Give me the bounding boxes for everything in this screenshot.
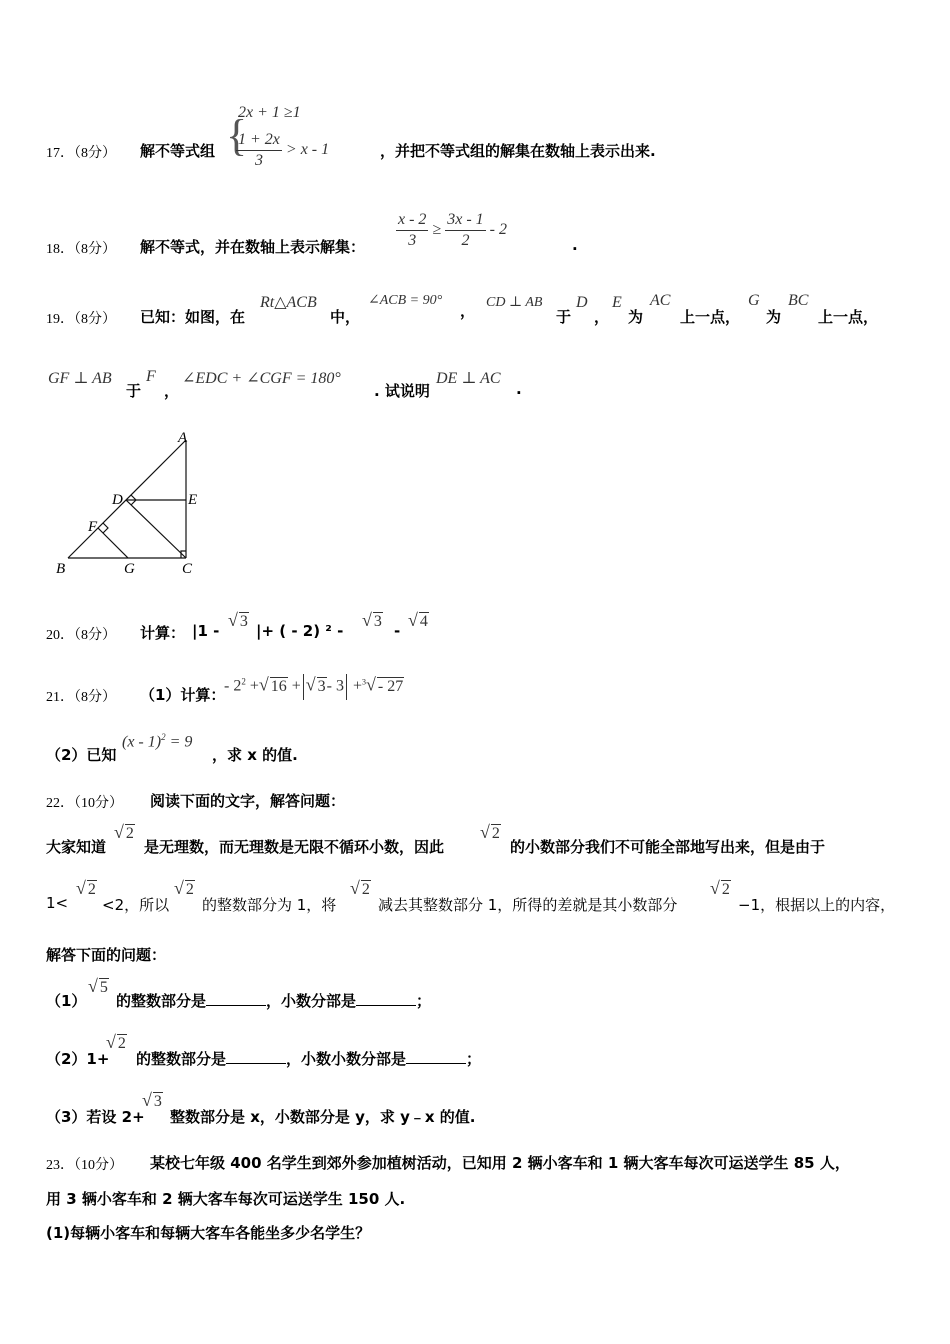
q17-number: 17．（8分）	[46, 146, 116, 161]
q18-relation: ≥	[432, 221, 442, 239]
q22-s2b: 的整数部分是	[136, 1050, 227, 1068]
q19-m11: ∠EDC + ∠CGF = 180°	[182, 370, 341, 387]
fig-label-c: C	[182, 561, 193, 577]
q22-r-e: 2	[361, 881, 370, 898]
q19-t3: 于	[556, 308, 572, 326]
question-21	[46, 668, 646, 768]
q19-t6: 上一点，	[680, 308, 741, 326]
fig-label-g: G	[124, 561, 135, 577]
q17-system-line1: 2x + 1 ≥1	[238, 104, 301, 121]
q22-s1-sqrt: √ 5	[88, 976, 108, 996]
q21-e2: +	[249, 677, 259, 695]
q22-s3b: 整数部分是 x，小数部分是 y，求 y﹣x 的值.	[170, 1108, 476, 1126]
q18-lhs-den: 3	[408, 232, 417, 249]
q21-e5: +	[353, 677, 363, 695]
q19-t11: . 试说明	[374, 382, 430, 400]
q22-s2-blank-2[interactable]	[406, 1051, 466, 1064]
q23-line-2: 用 3 辆小客车和 2 辆大客车每次可运送学生 150 人.	[46, 1190, 406, 1208]
q19-m4: D	[576, 294, 588, 311]
fig-label-d: D	[112, 492, 123, 508]
q21-expression-2	[122, 732, 192, 751]
q19-m7: G	[748, 292, 760, 309]
fig-label-f: F	[88, 519, 98, 535]
fig-segment-gf	[98, 528, 128, 558]
q19-m2: ∠ACB = 90°	[368, 293, 443, 308]
q21-r3: - 27	[377, 677, 404, 695]
q17-frac-num: 1 + 2x	[236, 130, 282, 151]
q17-frac-den: 3	[254, 152, 263, 169]
question-20	[46, 608, 546, 648]
q22-l2c: 的整数部分为 1，将	[202, 896, 337, 914]
q22-s2-line	[136, 1048, 481, 1069]
q21-number: 21．（8分）	[46, 690, 116, 705]
q21-r1: 16	[270, 677, 287, 695]
q22-r-f: 2	[721, 881, 730, 898]
q22-sqrt-e: √ 2	[350, 878, 370, 898]
q22-number: 22．（10分）	[46, 796, 123, 811]
q21-expression-1: - $2^2$ +√ 16 + √ 3- 3 +$^3$√ - 27	[224, 674, 404, 700]
q22-l1c: 的小数部分我们不可能全部地写出来，但是由于	[510, 838, 826, 856]
q19-t12: .	[516, 380, 522, 398]
q20-e3: -	[394, 622, 401, 640]
q21-abs-right	[346, 674, 347, 700]
q22-s1-blank-2[interactable]	[356, 993, 416, 1006]
q21-part2-b: ，求 x 的值.	[212, 746, 298, 764]
q22-sqrt-b: √ 2	[480, 822, 500, 842]
q22-s2a: （2）1+	[46, 1050, 110, 1068]
q21-e6: (x - 1)	[122, 733, 162, 751]
q20-sqrt-3: √ 4	[408, 610, 428, 630]
q19-number: 19．（8分）	[46, 312, 116, 327]
question-22	[46, 786, 926, 1126]
q19-t10: ，	[164, 382, 180, 400]
q19-t5: 为	[628, 308, 644, 326]
q19-t4: ，	[594, 308, 610, 326]
question-23	[46, 1150, 926, 1250]
q22-l1b: 是无理数，而无理数是无限不循环小数，因此	[144, 838, 445, 856]
q21-e4: - 3	[326, 677, 344, 695]
q19-m3: CD ⊥ AB	[486, 295, 543, 310]
q18-number: 18．（8分）	[46, 242, 116, 257]
q20-text-a: 计算：	[140, 624, 186, 642]
fig-segment-cd	[126, 500, 186, 558]
q18-text-b: .	[572, 236, 578, 254]
question-17	[46, 100, 746, 180]
q22-s2-blank-1[interactable]	[226, 1051, 286, 1064]
q22-s1c: ，小数分部是	[266, 992, 357, 1010]
q21-part2-a: （2）已知	[46, 746, 117, 764]
q23-line-3: (1)每辆小客车和每辆大客车各能坐多少名学生？	[46, 1224, 371, 1242]
q22-l3: 解答下面的问题：	[46, 946, 167, 964]
q22-s1-blank-1[interactable]	[206, 993, 266, 1006]
q19-m9: GF ⊥ AB	[48, 370, 112, 387]
q21-e1-sup: 2	[241, 676, 246, 687]
q22-s2c: ，小数小数分部是	[286, 1050, 407, 1068]
q22-r-b: 2	[491, 825, 500, 842]
q20-e2: |+ ( - 2) ² -	[256, 622, 344, 640]
q21-e3: +	[291, 677, 301, 695]
q21-e7: = 9	[169, 733, 193, 751]
fig-label-a: A	[178, 430, 188, 446]
q21-e1: - 2	[224, 677, 242, 695]
q19-m1: Rt△ACB	[260, 294, 317, 311]
q22-s1-r: 5	[99, 979, 108, 996]
q23-number: 23．（10分）	[46, 1158, 123, 1173]
q20-r1: 3	[239, 613, 248, 630]
q19-m8: BC	[788, 292, 809, 309]
q22-s1d: ；	[416, 992, 432, 1010]
q18-rhs-tail: - 2	[489, 221, 507, 239]
q20-sqrt-1: √ 3	[228, 610, 248, 630]
q22-s1-line	[116, 990, 431, 1011]
fig-label-b: B	[56, 561, 66, 577]
q22-s2-r: 2	[117, 1035, 126, 1052]
q18-text-a: 解不等式，并在数轴上表示解集：	[140, 238, 366, 256]
q19-text-a: 已知：如图，在	[140, 308, 246, 326]
q20-r2: 3	[373, 613, 382, 630]
q22-r-a: 2	[125, 825, 134, 842]
q21-abs-left	[303, 674, 304, 700]
q22-s1b: 的整数部分是	[116, 992, 207, 1010]
q21-e6-sup: 2	[161, 732, 166, 742]
q18-expression	[396, 210, 507, 251]
q22-r-d: 2	[185, 881, 194, 898]
q19-m10: F	[146, 368, 156, 385]
q21-r2: 3	[317, 677, 326, 695]
fig-label-e: E	[188, 492, 198, 508]
q22-sqrt-c: √ 2	[76, 878, 96, 898]
q17-line2-rhs: > x - 1	[285, 141, 330, 159]
q22-l1a: 大家知道	[46, 838, 107, 856]
q19-triangle-figure	[50, 428, 210, 580]
q20-number: 20．（8分）	[46, 628, 116, 643]
q23-line-1: 某校七年级 400 名学生到郊外参加植树活动，已知用 2 辆小客车和 1 辆大客车每次可运送学生 85 人，	[150, 1154, 850, 1172]
q19-m12: DE ⊥ AC	[436, 370, 501, 387]
q20-r3: 4	[419, 613, 428, 630]
question-19	[46, 290, 906, 400]
q18-rhs-den: 2	[461, 232, 470, 249]
q20-sqrt-2: √ 3	[362, 610, 382, 630]
q22-r-c: 2	[87, 881, 96, 898]
fig-right-angle-f	[103, 523, 108, 533]
q22-s3-r: 3	[153, 1093, 162, 1110]
q19-m6: AC	[650, 292, 671, 309]
q18-rhs-num: 3x - 1	[445, 210, 485, 231]
q18-lhs-num: x - 2	[396, 210, 428, 231]
question-18	[46, 210, 746, 260]
q21-part1: （1）计算：	[140, 686, 226, 704]
q22-s2d: ；	[466, 1050, 482, 1068]
q22-sqrt-a: √ 2	[114, 822, 134, 842]
q17-brace: {	[226, 111, 248, 160]
q19-t7: 为	[766, 308, 782, 326]
q21-cbrt-index: 3	[362, 677, 367, 687]
q22-s1a: （1）	[46, 992, 87, 1010]
q22-s2-sqrt: √ 2	[106, 1032, 126, 1052]
q22-title: 阅读下面的文字，解答问题：	[150, 792, 346, 810]
q22-l2e: −1，根据以上的内容，	[738, 896, 896, 914]
q17-text-b: ，并把不等式组的解集在数轴上表示出来.	[380, 142, 656, 160]
q19-t2: ，	[460, 302, 476, 320]
q19-t8: 上一点，	[818, 308, 879, 326]
q20-e1: |1 -	[192, 622, 220, 640]
q22-l2b: <2，所以	[102, 896, 170, 914]
q17-text-a: 解不等式组	[140, 142, 216, 160]
q22-s3-sqrt: √ 3	[142, 1090, 162, 1110]
q17-system-line2	[236, 130, 329, 171]
q19-m5: E	[612, 294, 622, 311]
q22-s3a: （3）若设 2+	[46, 1108, 145, 1126]
q22-l2d: 减去其整数部分 1，所得的差就是其小数部分	[378, 896, 678, 914]
q22-sqrt-d: √ 2	[174, 878, 194, 898]
q22-l2a: 1<	[46, 894, 69, 912]
q22-sqrt-f: √ 2	[710, 878, 730, 898]
q19-t9: 于	[126, 382, 142, 400]
q19-t1: 中，	[330, 308, 361, 326]
